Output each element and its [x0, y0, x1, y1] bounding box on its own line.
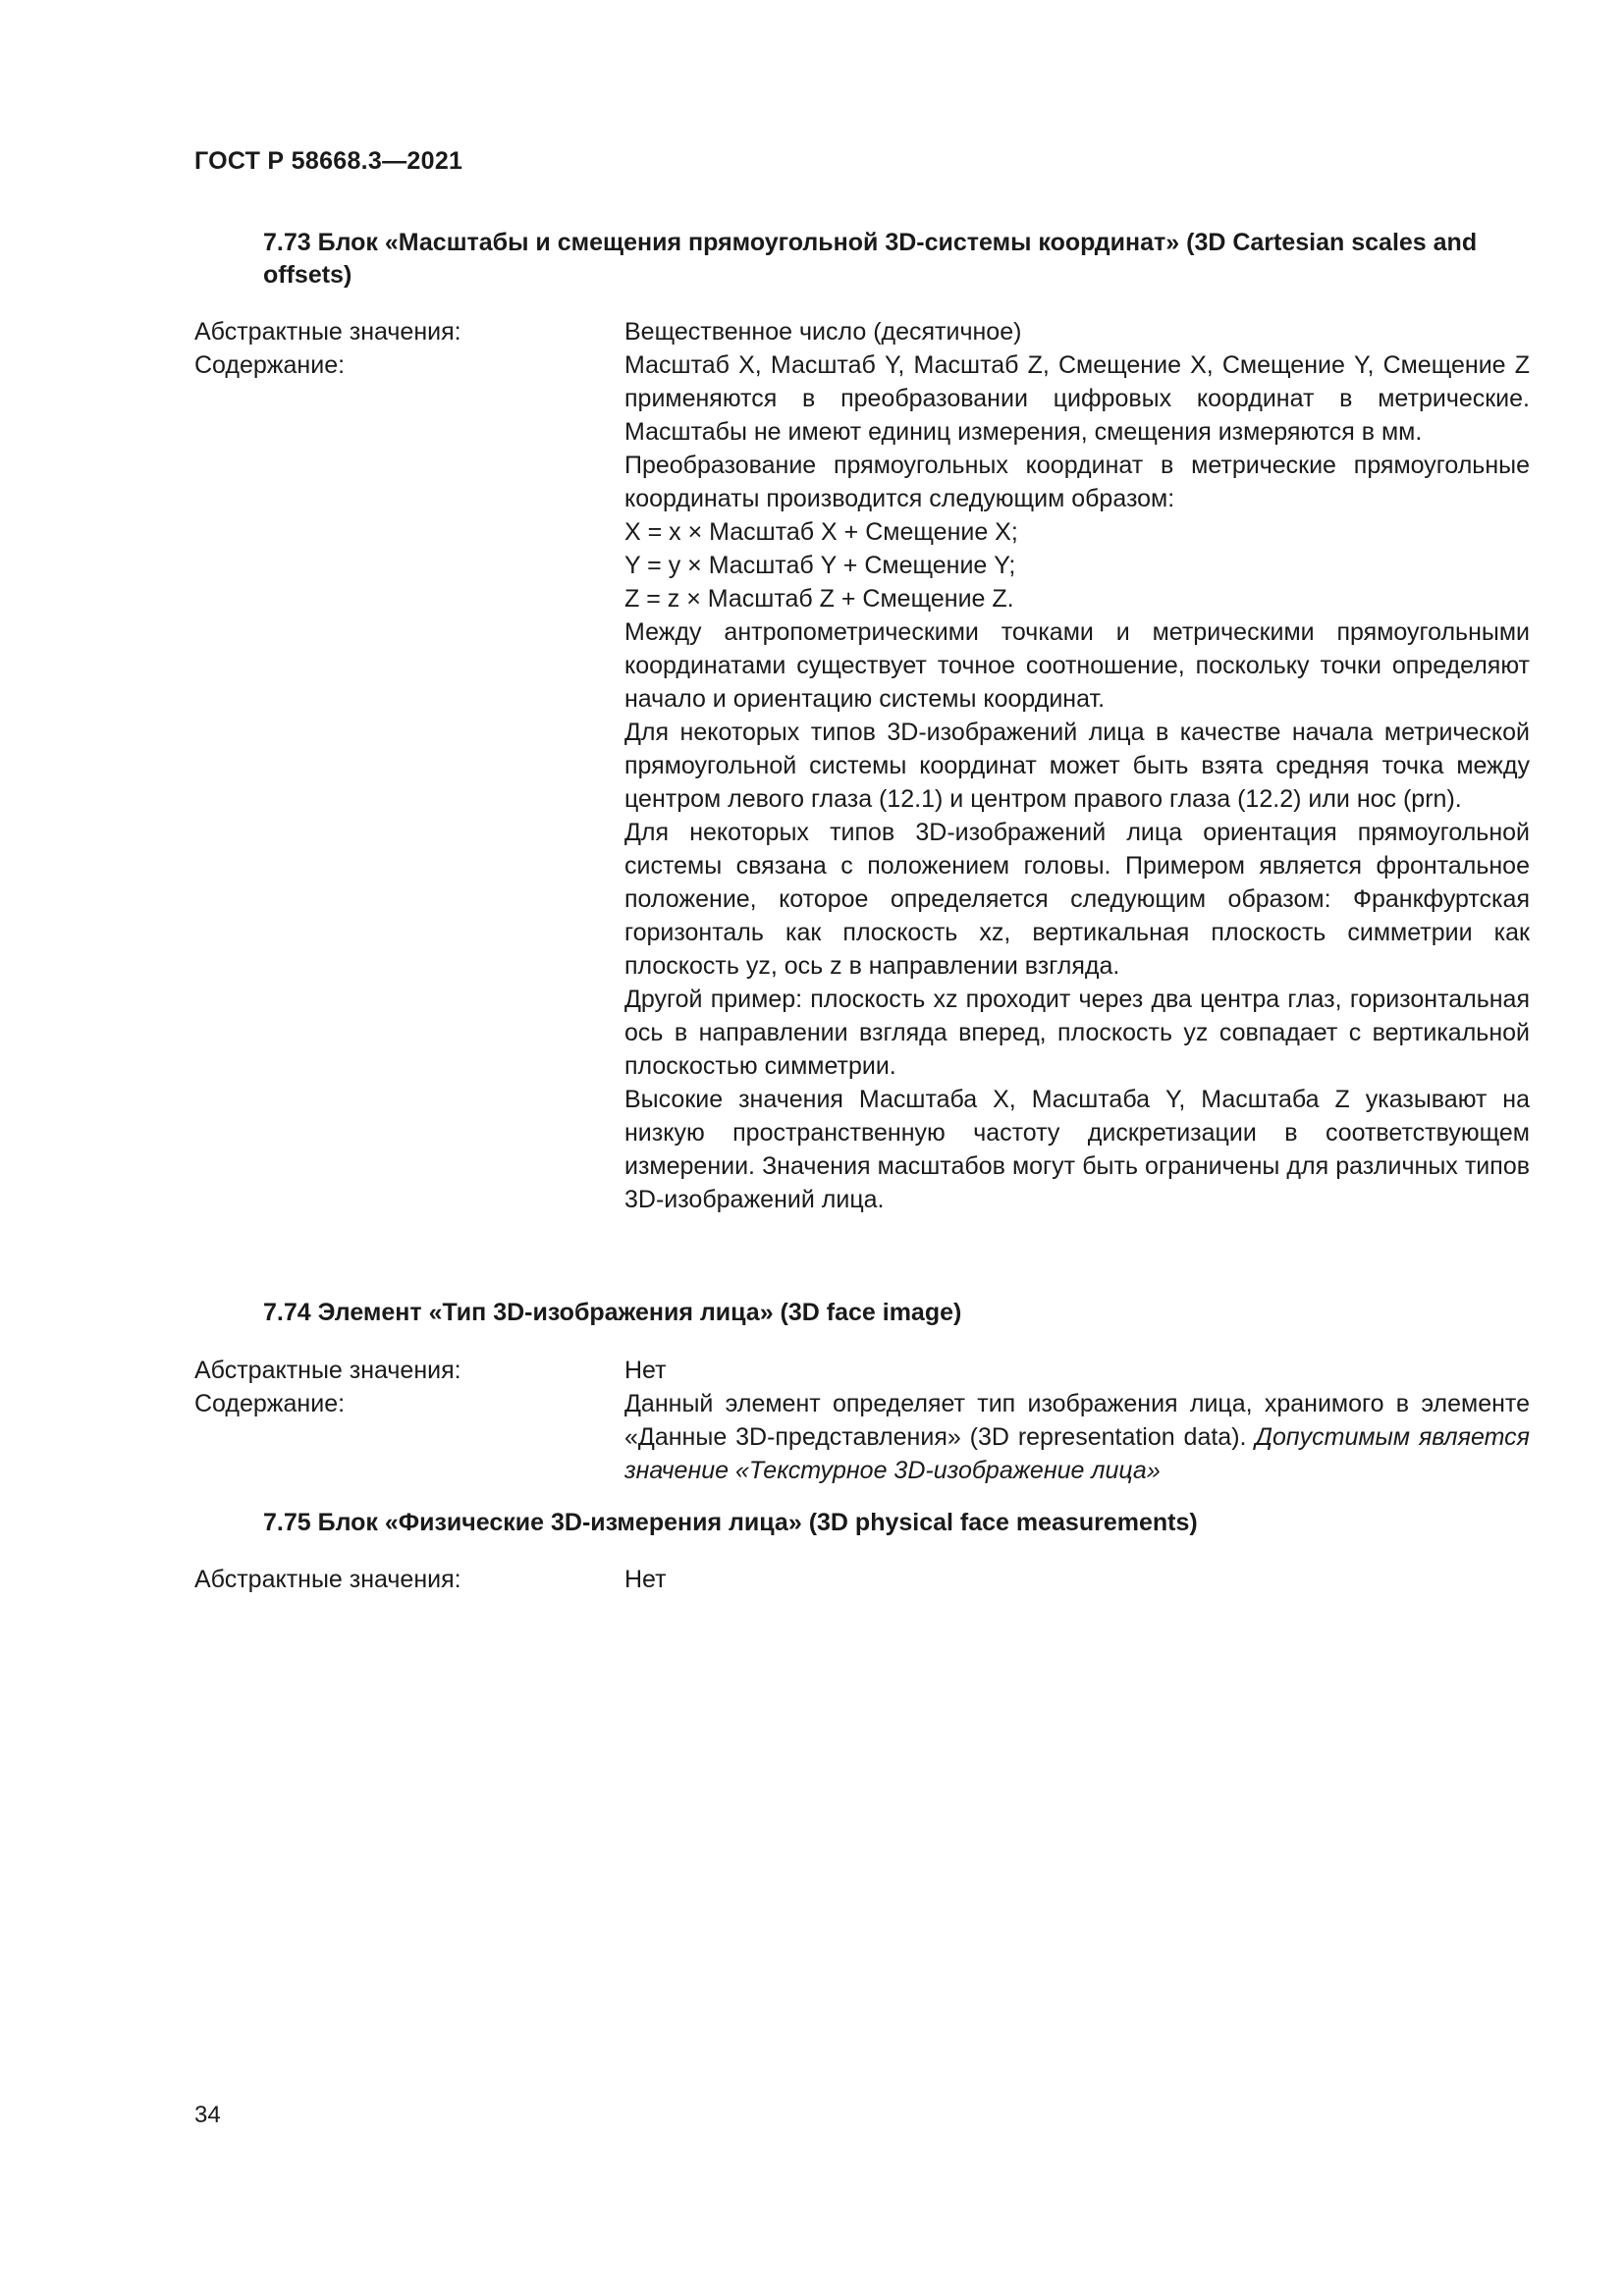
section-7-74-content-label: Содержание: [194, 1390, 346, 1417]
formula-line: Z = z × Масштаб Z + Смещение Z. [624, 585, 1014, 613]
section-7-74-abstract-label: Абстрактные значения: [194, 1357, 461, 1384]
content-paragraph: Для некоторых типов 3D-изображений лица ориентация прямоугольной системы связана с положением головы. Примером является фронтальное положение, которое определяется следующим образом: Франкфуртская горизонталь как плоскость xz, вертикальная плоскость симметрии как плоскость yz, ось z в направлении взгляда. [624, 819, 1530, 980]
section-7-74-title: 7.74 Элемент «Тип 3D-изображения лица» (3D face image) [263, 1299, 962, 1326]
section-7-73-title: 7.73 Блок «Масштабы и смещения прямоугольной 3D-системы координат» (3D Cartesian scales and offsets) [263, 229, 1478, 289]
section-7-73-abstract-label: Абстрактные значения: [194, 318, 461, 346]
formula-line: X = x × Масштаб X + Смещение X; [624, 518, 1018, 546]
page-header: ГОСТ Р 58668.3—2021 [194, 147, 463, 175]
content-paragraph: Масштаб X, Масштаб Y, Масштаб Z, Смещение X, Смещение Y, Смещение Z применяются в преобразовании цифровых координат в метрические. Масштабы не имеют единиц измерения, смещения измеряются в мм. [624, 351, 1530, 446]
section-7-73-abstract-value: Вещественное число (десятичное) [624, 318, 1022, 346]
content-paragraph: Между антропометрическими точками и метрическими прямоугольными координатами существует точное соотношение, поскольку точки определяют начало и ориентацию системы координат. [624, 618, 1530, 713]
section-7-75-abstract-label: Абстрактные значения: [194, 1566, 461, 1593]
section-7-75-title: 7.75 Блок «Физические 3D-измерения лица» (3D physical face measurements) [263, 1509, 1198, 1536]
content-paragraph [624, 1387, 1530, 1487]
content-paragraph: Для некоторых типов 3D-изображений лица в качестве начала метрической прямоугольной системы координат может быть взята средняя точка между центром левого глаза (12.1) и центром правого глаза (12.2) или нос (prn). [624, 719, 1530, 813]
content-text: Данный элемент определяет тип изображения лица, хранимого в элементе «Данные 3D-представления» (3D representation data). [624, 1390, 1530, 1451]
content-paragraph: Преобразование прямоугольных координат в метрические прямоугольные координаты производится следующим образом: [624, 452, 1530, 512]
formula-line: Y = y × Масштаб Y + Смещение Y; [624, 552, 1016, 579]
section-7-74-abstract-value: Нет [624, 1357, 667, 1384]
section-7-74-content-value [624, 1387, 1530, 1487]
page-number: 34 [194, 2102, 221, 2128]
section-7-75-abstract-value: Нет [624, 1566, 667, 1593]
section-7-73-content-label: Содержание: [194, 351, 346, 379]
content-italic-text: Допустимым является значение «Текстурное 3D-изображение лица» [624, 1423, 1530, 1484]
content-paragraph: Высокие значения Масштаба X, Масштаба Y, Масштаба Z указывают на низкую пространственную частоту дискретизации в соответствующем измерении. Значения масштабов могут быть ограничены для различных типов 3D-изображений лица. [624, 1086, 1530, 1213]
content-paragraph: Другой пример: плоскость xz проходит через два центра глаз, горизонтальная ось в направлении взгляда вперед, плоскость yz совпадает с вертикальной плоскостью симметрии. [624, 986, 1530, 1080]
section-7-73-content-value [624, 348, 1530, 1216]
